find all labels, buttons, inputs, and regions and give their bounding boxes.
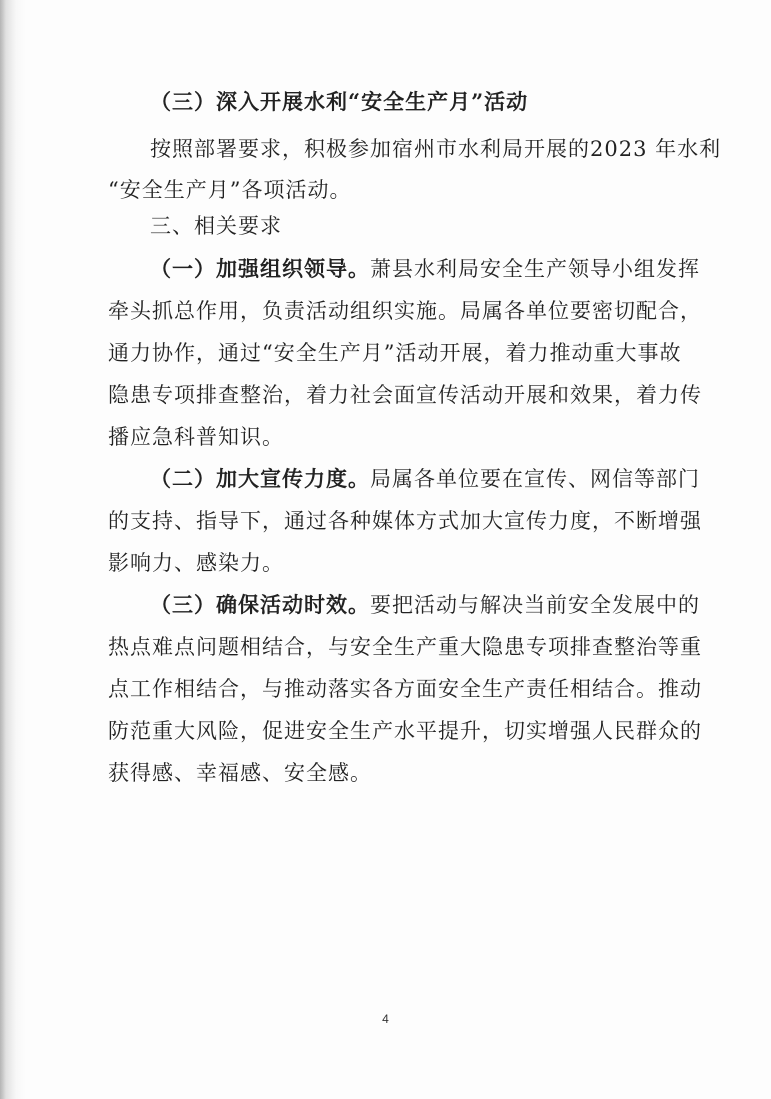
paragraph-line: 获得感、幸福感、安全感。: [108, 761, 372, 785]
requirement-2-first-line: [150, 465, 700, 493]
requirement-2-text: 局属各单位要在宣传、网信等部门: [370, 467, 700, 491]
requirement-1-text: 萧县水利局安全生产领导小组发挥: [370, 257, 700, 281]
paragraph-line: 的支持、指导下，通过各种媒体方式加大宣传力度，不断增强: [108, 509, 702, 533]
paragraph-line: 影响力、感染力。: [108, 551, 284, 575]
paragraph-line: 按照部署要求，积极参加宿州市水利局开展的2023 年水利: [150, 137, 722, 161]
paragraph-line: 点工作相结合，与推动落实各方面安全生产责任相结合。推动: [108, 677, 702, 701]
subsection-heading: （三）深入开展水利“安全生产月”活动: [150, 89, 529, 114]
requirement-1-lead: （一）加强组织领导。: [150, 256, 370, 281]
requirement-3-text: 要把活动与解决当前安全发展中的: [370, 593, 700, 617]
paragraph-line: “安全生产月”各项活动。: [108, 178, 352, 202]
paragraph-line: 牵头抓总作用，负责活动组织实施。局属各单位要密切配合，: [108, 299, 702, 323]
page-number: 4: [382, 1012, 389, 1026]
requirement-3-first-line: [150, 591, 700, 619]
paragraph-line: 隐患专项排查整治，着力社会面宣传活动开展和效果，着力传: [108, 383, 702, 407]
paragraph-line: 防范重大风险，促进安全生产水平提升，切实增强人民群众的: [108, 719, 702, 743]
paragraph-line: 热点难点问题相结合，与安全生产重大隐患专项排查整治等重: [108, 635, 702, 659]
paragraph-line: 通力协作，通过“安全生产月”活动开展，着力推动重大事故: [108, 341, 682, 365]
paragraph-line: 播应急科普知识。: [108, 425, 284, 449]
requirement-3-lead: （三）确保活动时效。: [150, 592, 370, 617]
requirement-2-lead: （二）加大宣传力度。: [150, 466, 370, 491]
scan-shadow: [0, 0, 26, 1099]
requirement-1-first-line: [150, 255, 700, 283]
section-heading: 三、相关要求: [150, 214, 282, 238]
